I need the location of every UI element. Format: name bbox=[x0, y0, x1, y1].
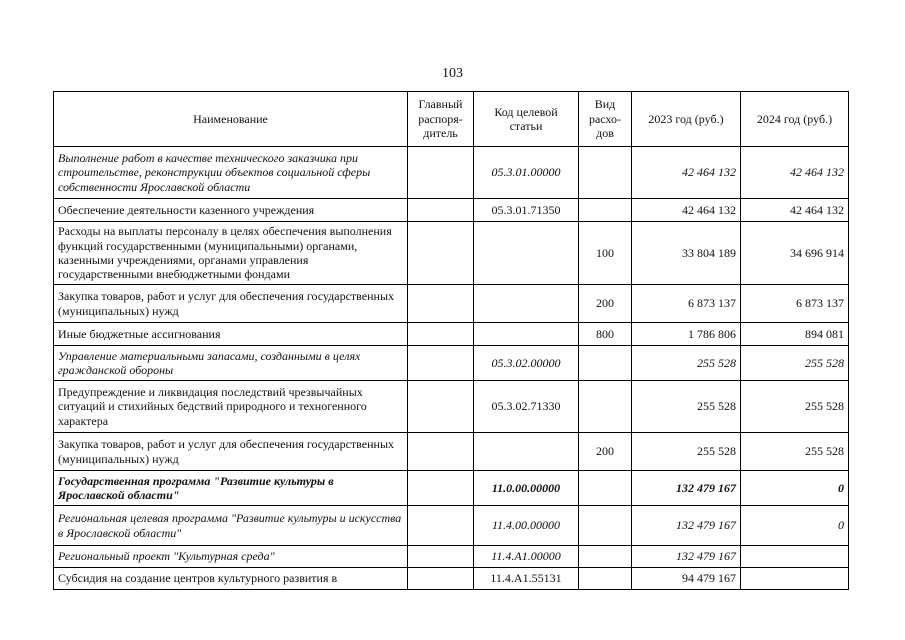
cell-code: 05.3.01.71350 bbox=[474, 199, 579, 222]
cell-code: 11.0.00.00000 bbox=[474, 471, 579, 506]
cell-2024: 0 bbox=[741, 471, 849, 506]
cell-2024: 6 873 137 bbox=[741, 285, 849, 323]
cell-admin bbox=[408, 471, 474, 506]
cell-kind bbox=[579, 147, 632, 199]
table-row bbox=[54, 546, 849, 568]
cell-name: Расходы на выплаты персоналу в целях обеспечения выполнения функций государственными (муниципальными) органами, казенными учреждениями, органами управления государственными внебюджетными фондами bbox=[54, 222, 408, 285]
cell-2023: 255 528 bbox=[632, 381, 741, 433]
cell-2024: 0 bbox=[741, 506, 849, 546]
cell-2024: 255 528 bbox=[741, 433, 849, 471]
header-code: Код целевой статьи bbox=[474, 92, 579, 147]
cell-kind bbox=[579, 568, 632, 590]
cell-code: 11.4.00.00000 bbox=[474, 506, 579, 546]
cell-name: Закупка товаров, работ и услуг для обеспечения государственных (муниципальных) нужд bbox=[54, 285, 408, 323]
table-row bbox=[54, 323, 849, 346]
table-row bbox=[54, 147, 849, 199]
table-row bbox=[54, 381, 849, 433]
table-body bbox=[54, 147, 849, 590]
cell-name: Управление материальными запасами, созданными в целях гражданской обороны bbox=[54, 346, 408, 381]
table-header-row bbox=[54, 92, 849, 147]
cell-2023: 132 479 167 bbox=[632, 546, 741, 568]
cell-2024: 255 528 bbox=[741, 346, 849, 381]
table-row bbox=[54, 471, 849, 506]
table-row bbox=[54, 433, 849, 471]
cell-2023: 94 479 167 bbox=[632, 568, 741, 590]
cell-kind: 200 bbox=[579, 285, 632, 323]
table-row bbox=[54, 285, 849, 323]
cell-code bbox=[474, 433, 579, 471]
cell-code: 11.4.A1.00000 bbox=[474, 546, 579, 568]
cell-admin bbox=[408, 147, 474, 199]
cell-2023: 255 528 bbox=[632, 346, 741, 381]
cell-admin bbox=[408, 546, 474, 568]
cell-code: 05.3.02.00000 bbox=[474, 346, 579, 381]
cell-2023: 132 479 167 bbox=[632, 471, 741, 506]
header-kind: Вид расхо-дов bbox=[579, 92, 632, 147]
table-row bbox=[54, 222, 849, 285]
cell-2024: 42 464 132 bbox=[741, 199, 849, 222]
cell-kind bbox=[579, 506, 632, 546]
table-row bbox=[54, 346, 849, 381]
cell-code: 05.3.02.71330 bbox=[474, 381, 579, 433]
cell-kind: 100 bbox=[579, 222, 632, 285]
cell-name: Иные бюджетные ассигнования bbox=[54, 323, 408, 346]
cell-name: Закупка товаров, работ и услуг для обеспечения государственных (муниципальных) нужд bbox=[54, 433, 408, 471]
cell-2023: 33 804 189 bbox=[632, 222, 741, 285]
cell-admin bbox=[408, 222, 474, 285]
cell-name: Субсидия на создание центров культурного развития в bbox=[54, 568, 408, 590]
cell-2023: 6 873 137 bbox=[632, 285, 741, 323]
cell-name: Предупреждение и ликвидация последствий чрезвычайных ситуаций и стихийных бедствий природного и техногенного характера bbox=[54, 381, 408, 433]
cell-admin bbox=[408, 199, 474, 222]
cell-2023: 255 528 bbox=[632, 433, 741, 471]
cell-name: Выполнение работ в качестве технического заказчика при строительстве, реконструкции объектов социальной сферы собственности Ярославской области bbox=[54, 147, 408, 199]
cell-kind bbox=[579, 199, 632, 222]
cell-2024: 894 081 bbox=[741, 323, 849, 346]
cell-kind bbox=[579, 381, 632, 433]
header-2023: 2023 год (руб.) bbox=[632, 92, 741, 147]
cell-2023: 132 479 167 bbox=[632, 506, 741, 546]
header-name: Наименование bbox=[54, 92, 408, 147]
cell-code bbox=[474, 323, 579, 346]
page-number: 103 bbox=[442, 66, 463, 81]
cell-2024 bbox=[741, 546, 849, 568]
cell-2024: 34 696 914 bbox=[741, 222, 849, 285]
cell-kind bbox=[579, 346, 632, 381]
cell-admin bbox=[408, 323, 474, 346]
cell-2024: 42 464 132 bbox=[741, 147, 849, 199]
cell-admin bbox=[408, 506, 474, 546]
cell-2023: 1 786 806 bbox=[632, 323, 741, 346]
cell-code bbox=[474, 285, 579, 323]
cell-admin bbox=[408, 285, 474, 323]
header-admin: Главный распоря-дитель bbox=[408, 92, 474, 147]
cell-kind: 200 bbox=[579, 433, 632, 471]
cell-admin bbox=[408, 381, 474, 433]
cell-kind bbox=[579, 471, 632, 506]
cell-name: Обеспечение деятельности казенного учреждения bbox=[54, 199, 408, 222]
header-2024: 2024 год (руб.) bbox=[741, 92, 849, 147]
cell-admin bbox=[408, 346, 474, 381]
cell-2024 bbox=[741, 568, 849, 590]
table-row bbox=[54, 506, 849, 546]
cell-admin bbox=[408, 568, 474, 590]
table-row bbox=[54, 568, 849, 590]
budget-table bbox=[53, 91, 849, 590]
cell-admin bbox=[408, 433, 474, 471]
cell-kind: 800 bbox=[579, 323, 632, 346]
cell-2023: 42 464 132 bbox=[632, 147, 741, 199]
cell-name: Региональный проект "Культурная среда" bbox=[54, 546, 408, 568]
cell-2023: 42 464 132 bbox=[632, 199, 741, 222]
cell-2024: 255 528 bbox=[741, 381, 849, 433]
cell-code: 05.3.01.00000 bbox=[474, 147, 579, 199]
cell-kind bbox=[579, 546, 632, 568]
cell-code bbox=[474, 222, 579, 285]
table-row bbox=[54, 199, 849, 222]
cell-code: 11.4.A1.55131 bbox=[474, 568, 579, 590]
cell-name: Государственная программа "Развитие культуры в Ярославской области" bbox=[54, 471, 408, 506]
cell-name: Региональная целевая программа "Развитие культуры и искусства в Ярославской области" bbox=[54, 506, 408, 546]
